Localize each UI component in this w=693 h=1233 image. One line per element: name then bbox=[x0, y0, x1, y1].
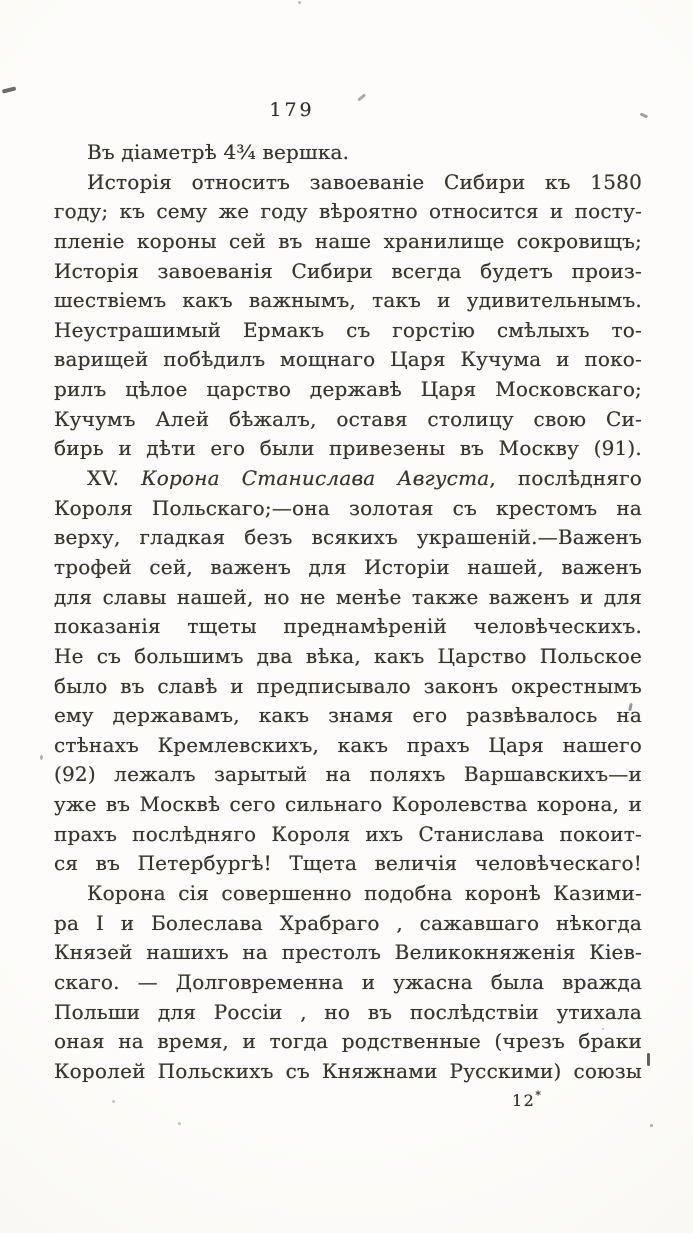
text-line: для славы нашей, но не менѣе также важенъ и для bbox=[54, 584, 642, 609]
text-line: верху, гладкая безъ всякихъ украшеній.—Важенъ bbox=[54, 525, 642, 550]
text-line: Исторія относитъ завоеваніе Сибири къ 1580 bbox=[87, 169, 642, 194]
text-line: Князей нашихъ на престолъ Великокняженія Кіев- bbox=[54, 940, 642, 965]
text-line: Польши для Россіи , но въ послѣдствіи утихала bbox=[54, 999, 642, 1024]
scan-artifact-speck bbox=[40, 755, 43, 760]
text-line: ра I и Болеслава Храбраго , сажавшаго нѣкогда bbox=[54, 910, 642, 935]
signature-asterisk: * bbox=[535, 1089, 541, 1102]
scan-artifact-tick bbox=[357, 93, 366, 101]
section-heading-line bbox=[54, 464, 642, 494]
scan-artifact-speck bbox=[112, 1100, 115, 1103]
text-line: Исторія завоеванія Сибири всегда будетъ произ- bbox=[54, 258, 642, 283]
text-line: скаго. — Долговременна и ужасна была вражда bbox=[54, 969, 642, 994]
section-heading-rest: , послѣдняго bbox=[489, 466, 642, 491]
section-title: Корона Станислава Августа bbox=[141, 466, 490, 491]
text-line: было въ славѣ и предписывало законъ окрестнымъ bbox=[54, 673, 642, 698]
text-line: пленіе короны сей въ наше хранилище сокровищъ; bbox=[54, 228, 642, 253]
text-line: году; къ сему же году вѣроятно относится и посту- bbox=[54, 199, 642, 224]
signature-number: 12 bbox=[512, 1091, 536, 1110]
page-text bbox=[54, 138, 642, 1087]
text-line: Въ діаметрѣ 4¾ вершка. bbox=[87, 140, 350, 164]
text-line: показанія тщеты преднамѣреній человѣческихъ. bbox=[54, 614, 642, 639]
text-line: ся въ Петербургѣ! Тщета величія человѣческаго! bbox=[54, 851, 642, 876]
text-line: уже въ Москвѣ сего сильнаго Королевства корона, и bbox=[54, 792, 642, 817]
text-line: Королей Польскихъ съ Княжнами Русскими) союзы bbox=[54, 1058, 642, 1083]
scan-artifact-speck bbox=[178, 1122, 181, 1125]
text-line: стѣнахъ Кремлевскихъ, какъ прахъ Царя нашего bbox=[54, 732, 642, 757]
section-numeral: XV. bbox=[87, 466, 142, 491]
scan-artifact-speck bbox=[298, 1, 301, 4]
text-line: рилъ цѣлое царство державѣ Царя Московскаго; bbox=[54, 377, 642, 402]
text-line: ему державамъ, какъ знамя его развѣвалось на bbox=[54, 703, 642, 728]
text-line: Кучумъ Алей бѣжалъ, оставя столицу свою Си- bbox=[54, 406, 642, 431]
scan-artifact-tick bbox=[640, 112, 648, 118]
text-line: оная на время, и тогда родственные (чрезъ браки bbox=[54, 1029, 642, 1054]
text-line: шествіемъ какъ важнымъ, такъ и удивительнымъ. bbox=[54, 288, 642, 313]
text-line: прахъ послѣдняго Короля ихъ Станислава покоит- bbox=[54, 821, 642, 846]
text-line: бирь и дѣти его были привезены въ Москву (91). bbox=[54, 436, 642, 461]
scan-artifact-speck bbox=[650, 1124, 653, 1127]
scan-artifact-dash bbox=[2, 86, 16, 93]
text-line: Корона сія совершенно подобна коронѣ Казими- bbox=[87, 881, 642, 906]
page-number: 179 bbox=[269, 99, 315, 121]
text-line: Неустрашимый Ермакъ съ горстію смѣлыхъ то- bbox=[54, 317, 642, 342]
text-line: Не съ большимъ два вѣка, какъ Царство Польское bbox=[54, 643, 642, 668]
printer-signature-mark bbox=[512, 1089, 541, 1110]
text-line: варищей побѣдилъ мощнаго Царя Кучума и поко- bbox=[54, 347, 642, 372]
text-line: Короля Польскаго;—она золотая съ крестомъ на bbox=[54, 495, 642, 520]
scan-artifact-tick bbox=[647, 1053, 650, 1066]
text-line: (92) лежалъ зарытый на поляхъ Варшавскихъ—и bbox=[54, 762, 642, 787]
text-line: трофей сей, важенъ для Исторіи нашей, важенъ bbox=[54, 554, 642, 579]
